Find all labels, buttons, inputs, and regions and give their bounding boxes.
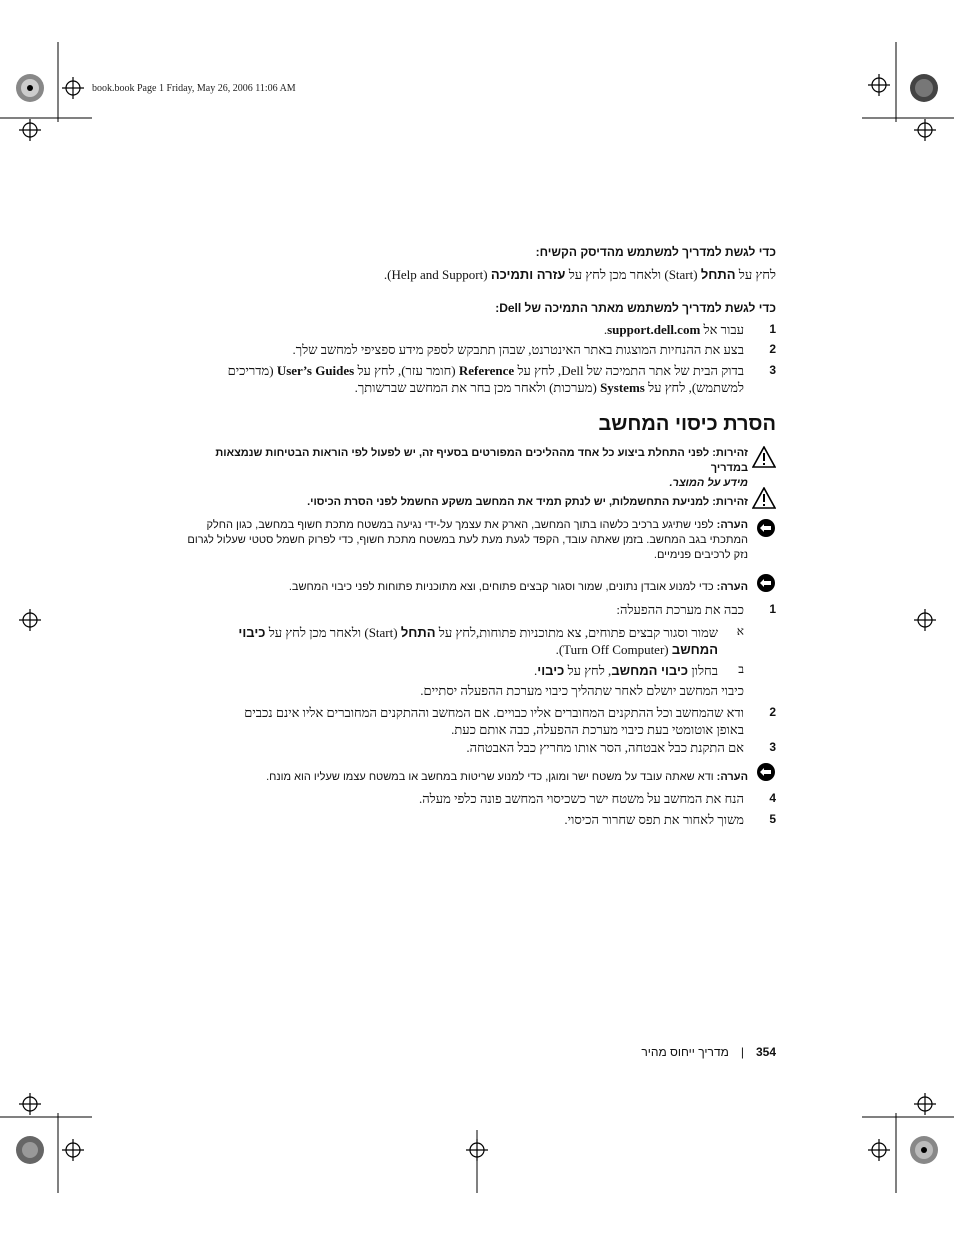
footer-title: מדריך ייחוס מהיר xyxy=(641,1045,729,1059)
intro1-heading: כדי לגשת למדריך למשתמש מהדיסק הקשיח: xyxy=(535,245,776,259)
step-1-after: כיבוי המחשב יושלם לאחר שתהליך כיבוי מערכת ההפעלה יסתיים. xyxy=(420,683,744,698)
page-number: 354 xyxy=(755,1045,776,1059)
step-3: 3 אם התקנת כבל אבטחה, הסר אותו מחריץ כבל האבטחה. xyxy=(466,740,776,755)
intro2-step-1: 1 עבור אל support.dell.com. xyxy=(603,322,776,337)
step-1b: ב בחלון כיבוי המחשב, לחץ על כיבוי. xyxy=(534,662,744,678)
caution-1: זהירות: לפני התחלת ביצוע כל אחד מההליכים המפורטים בסעיף זה, יש לפעול לפי הוראות הבטיחות שנמצאות במדריך מידע על המוצר. xyxy=(176,446,776,491)
intro2-step-2: 2 בצע את ההנחיות המוצגות באתר האינטרנט, שבהן תתבקש לספק מידע ספציפי למחשב שלך. xyxy=(292,342,776,357)
intro2-step-3: 3 בדוק הבית של אתר התמיכה של Dell, לחץ על Reference (חומר עזר), לחץ על User’s Guides (מדריכים למשתמש), לחץ על Systems (מערכות) ולאחר מכן בחר את המחשב שברשותך. xyxy=(227,363,776,395)
intro2-heading: כדי לגשת למדריך למשתמש מאתר התמיכה של Dell: xyxy=(495,301,776,315)
caution-2: זהירות: למניעת התחשמלות, יש לנתק תמיד את המחשב משקע החשמל לפני הסרת הכיסוי. xyxy=(176,487,776,510)
notice-hand-icon xyxy=(748,573,776,593)
notice-hand-icon xyxy=(748,762,776,782)
print-header: book.book Page 1 Friday, May 26, 2006 11:06 AM xyxy=(92,83,296,94)
step-1a: א שמור וסגור קבצים פתוחים, צא מתוכניות פתוחות,לחץ על התחל (Start) ולאחר מכן לחץ על כיבוי המחשב (Turn Off Computer). xyxy=(238,624,744,657)
caution-triangle-icon xyxy=(748,487,776,509)
note-2: הערה: כדי למנוע אובדן נתונים, שמור וסגור קבצים פתוחים, וצא מתוכניות פתוחות לפני כיבוי המחשב. xyxy=(176,573,776,595)
caution-triangle-icon xyxy=(748,446,776,468)
step-2: 2 ודא שהמחשב וכל ההתקנים המחוברים אליו כבויים. אם המחשב וההתקנים המחוברים אליו אינם נכבים באופן אוטומטי בעת כיבוי מערכת ההפעלה, כבה אותם כעת. xyxy=(244,705,776,737)
note-1: הערה: לפני שתיגע ברכיב כלשהו בתוך המחשב, הארק את עצמך על-ידי נגיעה במשטח מתכת חשוף במחשב, כגון החלק המתכתי בגב המחשב. בזמן שאתה עובד, הקפד לגעת מעת לעת במשטח מתכת חשוף, כדי לפרוק חשמל סטטי שעלול לגרום נזק לרכיבים פנימיים. xyxy=(176,518,776,563)
step-4: 4 הנח את המחשב על משטח ישר כשכיסוי המחשב פונה כלפי מעלה. xyxy=(418,791,776,806)
section-title: הסרת כיסוי המחשב xyxy=(598,413,776,435)
note-3: הערה: ודא שאתה עובד על משטח ישר ומוגן, כדי למנוע שריטות במחשב או במשטח עצמו שעליו הוא מונח. xyxy=(176,762,776,785)
notice-hand-icon xyxy=(748,518,776,538)
step-5: 5 משוך לאחור את תפס שחרור הכיסוי. xyxy=(564,812,776,827)
step-1: 1 כבה את מערכת ההפעלה: xyxy=(616,602,776,617)
footer-separator: | xyxy=(740,1045,744,1059)
page-footer xyxy=(641,1045,776,1059)
intro1-line: לחץ על התחל (Start) ולאחר מכן לחץ על עזרה ותמיכה (Help and Support). xyxy=(383,267,776,282)
